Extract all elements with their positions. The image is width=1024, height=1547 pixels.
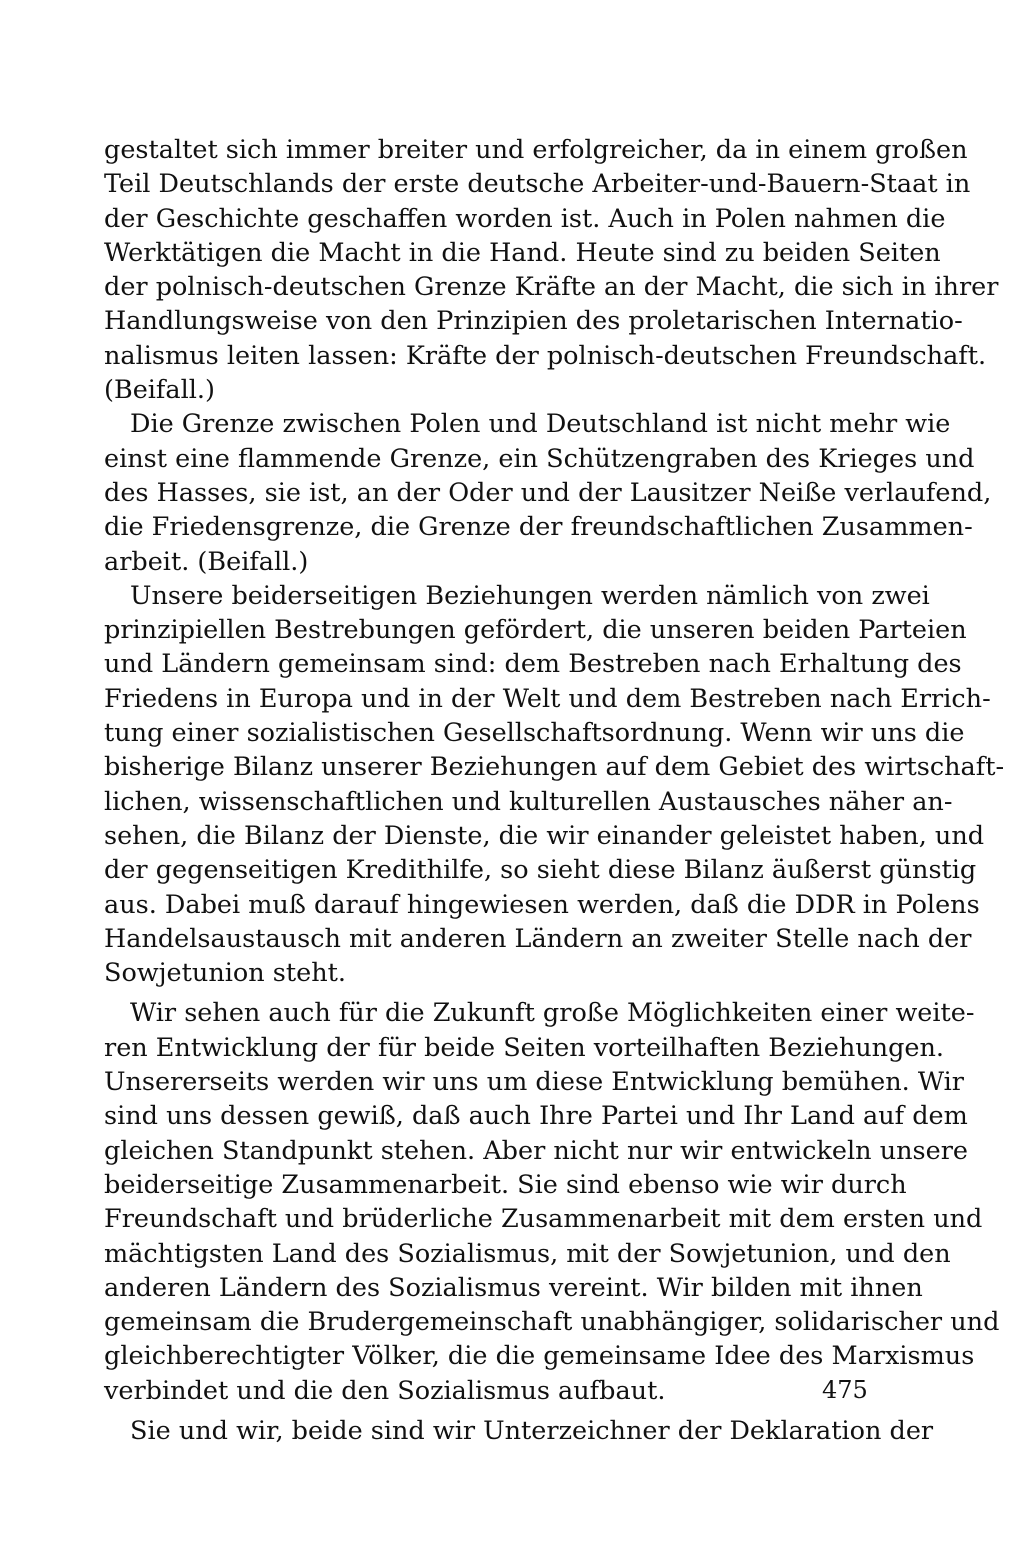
text-line: Sowjetunion steht.	[104, 958, 346, 989]
text-line: mächtigsten Land des Sozialismus, mit der Sowjetunion, und den	[104, 1238, 951, 1269]
text-line: des Hasses, sie ist, an der Oder und der Lausitzer Neiße verlaufend,	[104, 477, 992, 508]
paragraph	[104, 996, 1000, 1408]
text-line: Unsererseits werden wir uns um diese Entwicklung bemühen. Wir	[104, 1067, 964, 1098]
paragraph	[104, 1414, 934, 1448]
text-line: einst eine flammende Grenze, ein Schützengraben des Krieges und	[104, 443, 975, 474]
text-line: ren Entwicklung der für beide Seiten vorteilhaften Beziehungen.	[104, 1032, 945, 1063]
text-line: der polnisch-deutschen Grenze Kräfte an der Macht, die sich in ihrer	[104, 272, 999, 303]
text-line: der Geschichte geschaffen worden ist. Auch in Polen nahmen die	[104, 203, 946, 234]
text-line: Handelsaustausch mit anderen Ländern an zweiter Stelle nach der	[104, 923, 972, 954]
text-line: Handlungsweise von den Prinzipien des proletarischen Internatio-	[104, 306, 963, 337]
text-line: Friedens in Europa und in der Welt und dem Bestreben nach Errich-	[104, 683, 991, 714]
text-line: arbeit. (Beifall.)	[104, 546, 309, 577]
text-line: (Beifall.)	[104, 375, 215, 406]
text-line: gleichberechtigter Völker, die die gemeinsame Idee des Marxismus	[104, 1341, 975, 1372]
text-line: tung einer sozialistischen Gesellschaftsordnung. Wenn wir uns die	[104, 718, 965, 749]
text-line: gestaltet sich immer breiter und erfolgreicher, da in einem großen	[104, 135, 968, 165]
paragraph	[104, 407, 992, 578]
text-line: Freundschaft und brüderliche Zusammenarbeit mit dem ersten und	[104, 1204, 983, 1235]
text-line: verbindet und die den Sozialismus aufbaut.	[104, 1375, 666, 1406]
text-line: anderen Ländern des Sozialismus vereint. Wir bilden mit ihnen	[104, 1272, 923, 1303]
text-line: sehen, die Bilanz der Dienste, die wir einander geleistet haben, und	[104, 820, 985, 851]
text-line: Werktätigen die Macht in die Hand. Heute sind zu beiden Seiten	[104, 237, 941, 268]
text-line: der gegenseitigen Kredithilfe, so sieht diese Bilanz äußerst günstig	[104, 855, 977, 886]
paragraph	[104, 133, 999, 407]
text-line: gemeinsam die Brudergemeinschaft unabhängiger, solidarischer und	[104, 1307, 1000, 1338]
text-line: prinzipiellen Bestrebungen gefördert, die unseren beiden Parteien	[104, 615, 967, 646]
text-line: bisherige Bilanz unserer Beziehungen auf dem Gebiet des wirtschaft-	[104, 752, 1005, 783]
text-line: und Ländern gemeinsam sind: dem Bestreben nach Erhaltung des	[104, 649, 962, 680]
text-line: Wir sehen auch für die Zukunft große Möglichkeiten einer weite-	[130, 998, 975, 1029]
text-line: Sie und wir, beide sind wir Unterzeichner der Deklaration der	[130, 1415, 934, 1446]
text-line: die Friedensgrenze, die Grenze der freundschaftlichen Zusammen-	[104, 512, 973, 543]
text-line: lichen, wissenschaftlichen und kulturellen Austausches näher an-	[104, 786, 953, 817]
text-line: Unsere beiderseitigen Beziehungen werden nämlich von zwei	[130, 580, 930, 611]
paragraph	[104, 579, 1005, 991]
text-line: aus. Dabei muß darauf hingewiesen werden, daß die DDR in Polens	[104, 889, 980, 920]
text-line: gleichen Standpunkt stehen. Aber nicht nur wir entwickeln unsere	[104, 1135, 968, 1166]
body-text	[104, 133, 1005, 1448]
text-line: Die Grenze zwischen Polen und Deutschland ist nicht mehr wie	[130, 409, 951, 440]
text-line: sind uns dessen gewiß, daß auch Ihre Partei und Ihr Land auf dem	[104, 1101, 968, 1132]
text-line: beiderseitige Zusammenarbeit. Sie sind ebenso wie wir durch	[104, 1169, 907, 1200]
text-line: Teil Deutschlands der erste deutsche Arbeiter-und-Bauern-Staat in	[104, 169, 971, 200]
page-number: 475	[822, 1376, 868, 1404]
text-line: nalismus leiten lassen: Kräfte der polnisch-deutschen Freundschaft.	[104, 340, 987, 371]
